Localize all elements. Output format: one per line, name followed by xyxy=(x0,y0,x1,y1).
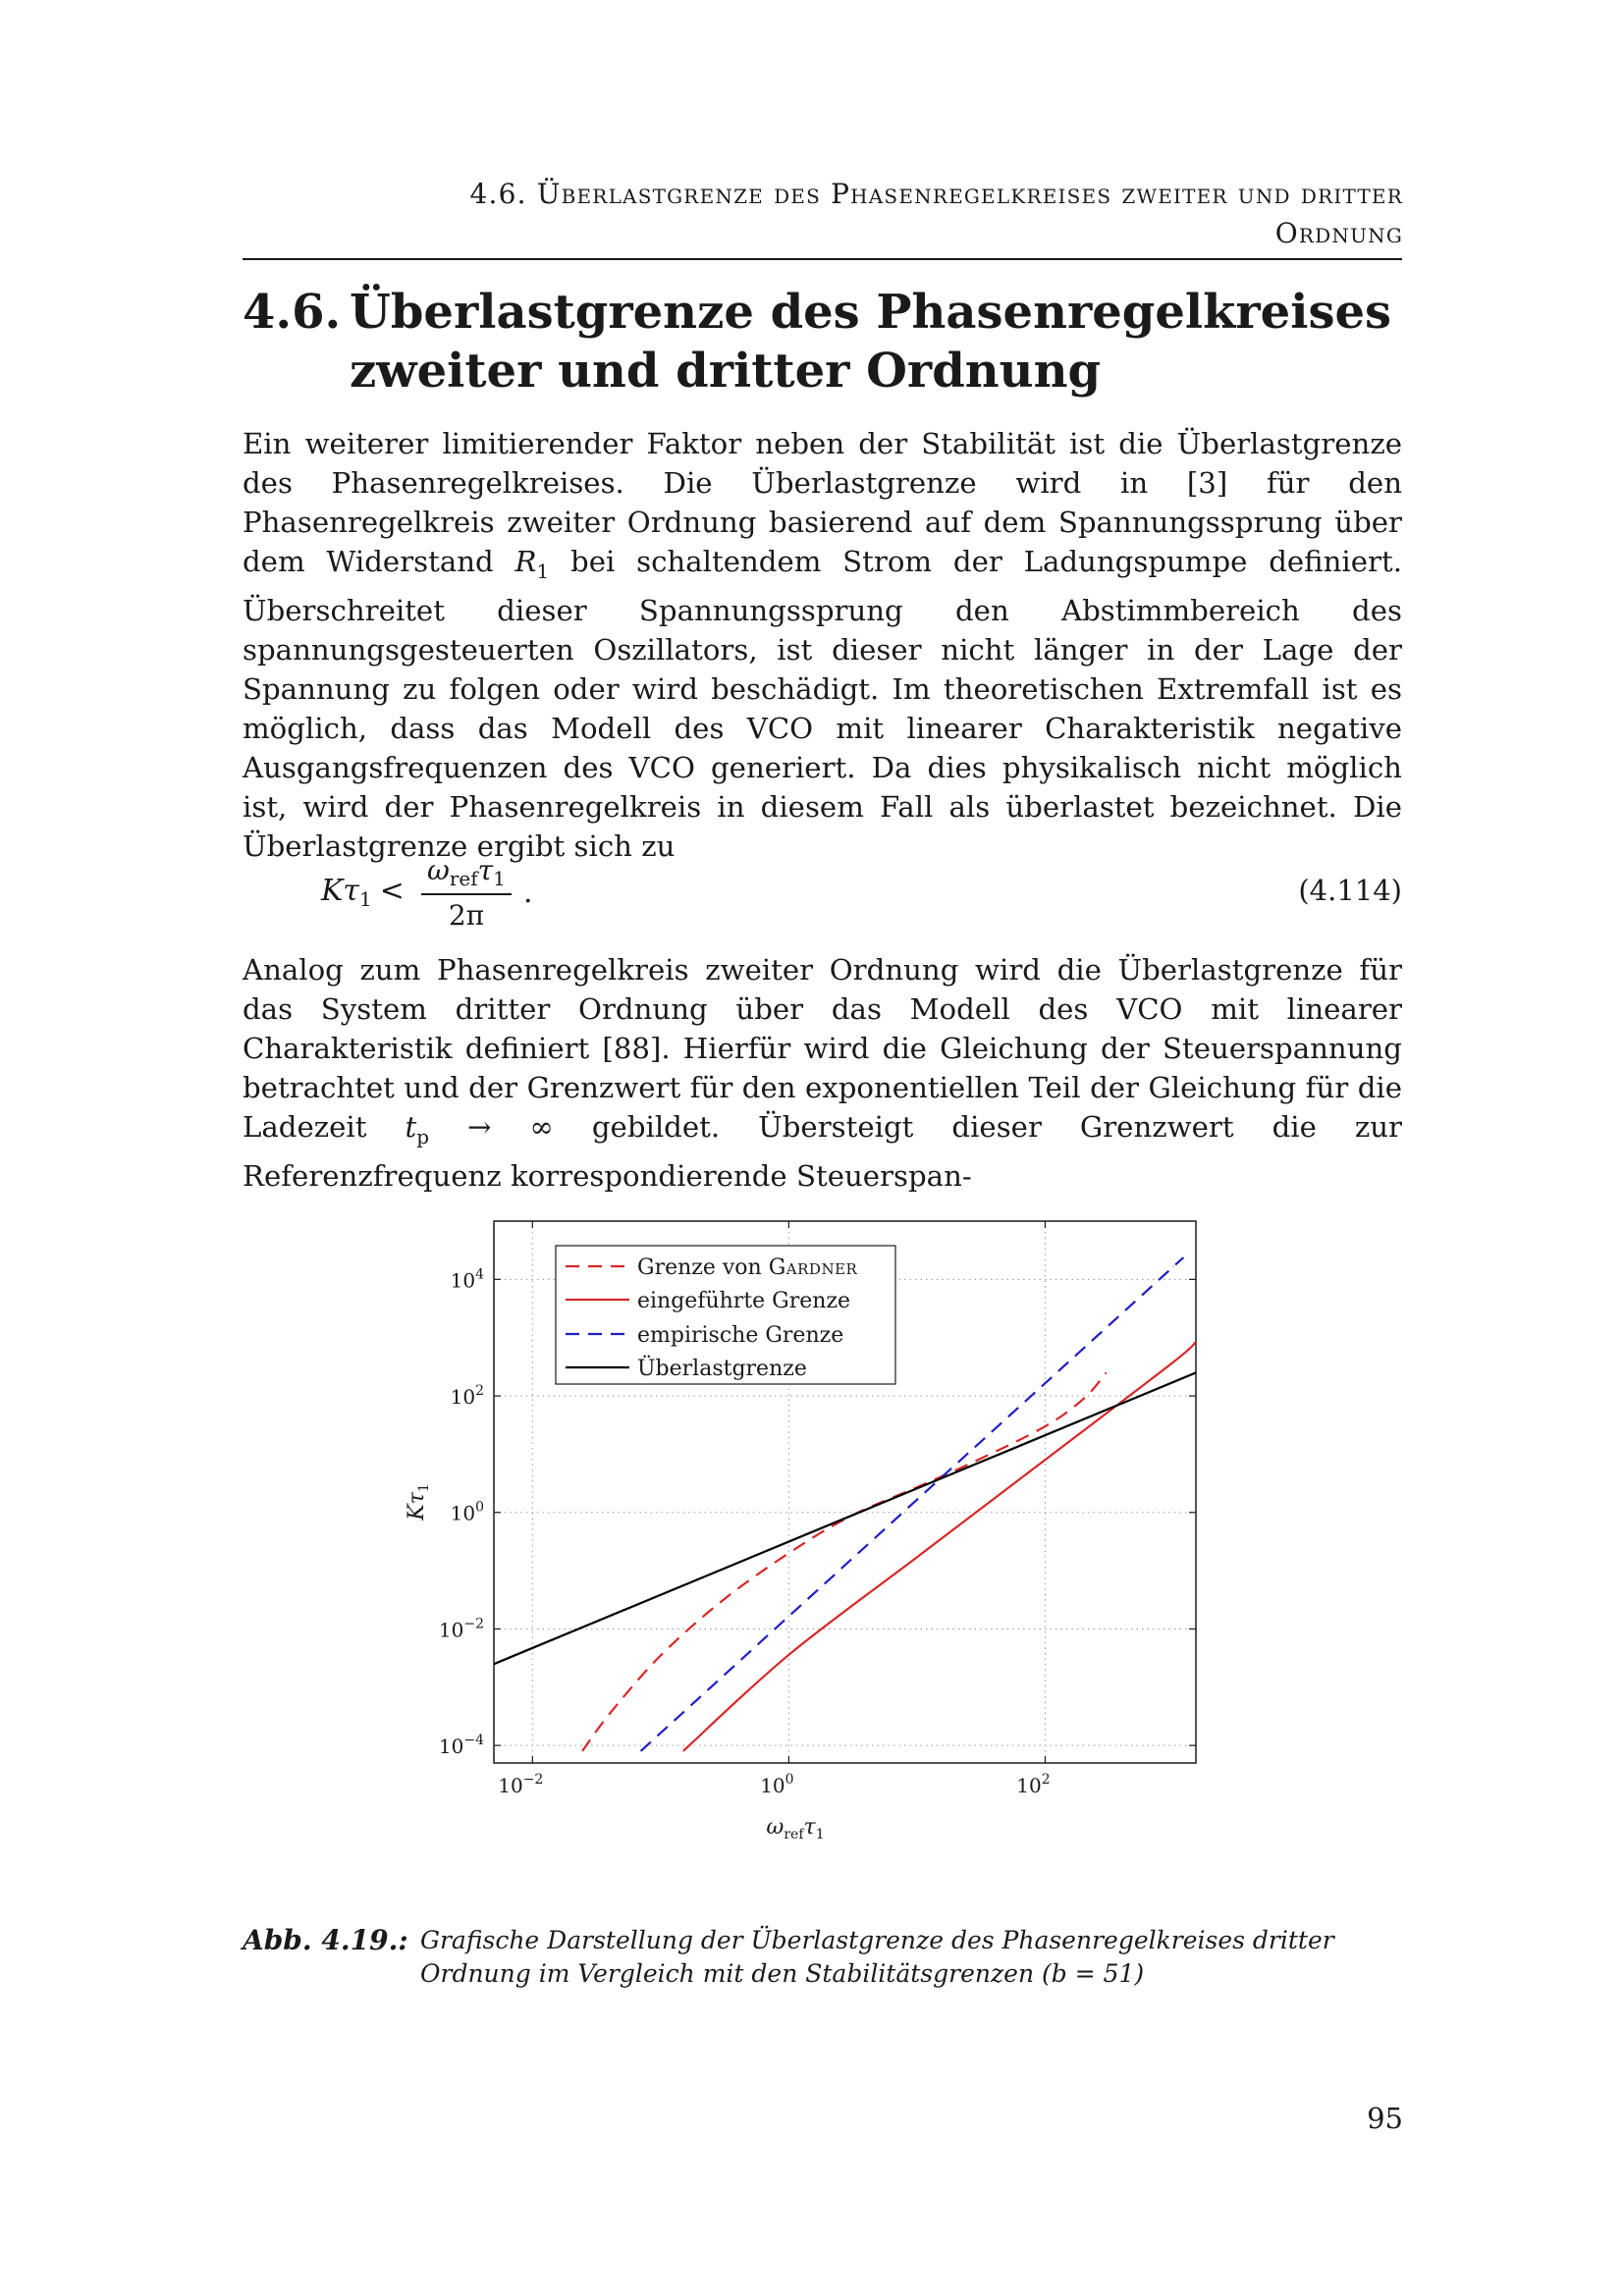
legend-label-empirische: empirische Grenze xyxy=(637,1323,844,1348)
running-head xyxy=(243,175,1403,253)
page-number: 95 xyxy=(1367,2102,1403,2135)
overload-limit-chart xyxy=(388,1205,1222,1873)
y-tick-label: $10^2$ xyxy=(450,1383,484,1410)
y-axis-label: $K\tau_1$ xyxy=(405,1483,432,1521)
legend-label-gardner: Grenze von Gardner xyxy=(637,1255,858,1280)
section-title-line2: zweiter und dritter Ordnung xyxy=(350,344,1102,399)
x-axis-label: $\omega_{ref}\tau_1$ xyxy=(766,1815,825,1842)
paragraph-1: Ein weiterer limitierender Faktor neben der Stabilität ist die Überlastgrenze des Phasenregelkreises. Die Überlastgrenze wird in [3] für den Phasenregelkreis zweiter Ordnung basierend auf dem Spannungssprung über dem Widerstand $R_1$ bei schaltendem Strom der Ladungspumpe definiert. Überschreitet dieser Spannungssprung den Abstimmbereich des spannungsgesteuerten Oszillators, ist dieser nicht länger in der Lage der Spannung zu folgen oder wird beschädigt. Im theoretischen Extremfall ist es möglich, dass das Modell des VCO mit linearer Charakteristik negative Ausgangsfrequenzen des VCO generiert. Da dies physikalisch nicht möglich ist, wird der Phasenregelkreis in diesem Fall als überlastet bezeichnet. Die Überlastgrenze ergibt sich zu xyxy=(243,427,1402,863)
y-tick-label: $10^0$ xyxy=(450,1499,484,1525)
legend-label-eingefuehrte: eingeführte Grenze xyxy=(637,1289,851,1313)
paragraph-2: Analog zum Phasenregelkreis zweiter Ordnung wird die Überlastgrenze für das System dritter Ordnung über das Modell des VCO mit linearer Charakteristik definiert [88]. Hierfür wird die Gleichung der Steuerspannung betrachtet und der Grenzwert für den exponentiellen Teil der Gleichung für die Ladezeit $t_p$ → ∞ gebildet. Übersteigt dieser Grenzwert die zur Referenzfrequenz korrespondierende Steuerspan- xyxy=(243,953,1403,1193)
x-tick-label: $10^2$ xyxy=(1016,1772,1051,1797)
section-number: 4.6. xyxy=(243,285,342,340)
y-tick-label: $10^{-2}$ xyxy=(438,1616,484,1642)
x-tick-label: $10^{-2}$ xyxy=(498,1772,544,1797)
header-rule xyxy=(243,258,1402,260)
equation-lhs: $K\tau_1$ < xyxy=(321,874,405,911)
equation-number: (4.114) xyxy=(1298,874,1402,907)
x-tick-label: $10^0$ xyxy=(760,1772,794,1797)
legend-label-ueberlast: Überlastgrenze xyxy=(637,1357,807,1381)
y-tick-label: $10^4$ xyxy=(450,1266,484,1293)
equation-fraction: $\omega_{ref}\tau_1$ 2π xyxy=(421,854,512,932)
equation-4-114: $K\tau_1$ < $\omega_{ref}\tau_1$ 2π . (4.114) xyxy=(321,854,1402,932)
legend xyxy=(556,1246,895,1384)
caption-text: Grafische Darstellung der Überlastgrenze des Phasenregelkreises dritter Ordnung im Vergleich mit den Stabilitätsgrenzen (b = 51) xyxy=(420,1926,1334,1988)
caption-label: Abb. 4.19.: xyxy=(243,1924,408,1956)
section-title-line1: Überlastgrenze des Phasenregelkreises xyxy=(350,285,1392,340)
running-head-line2: Ordnung xyxy=(1274,217,1403,249)
y-tick-label: $10^{-4}$ xyxy=(438,1733,484,1759)
section-title xyxy=(243,283,1402,400)
running-head-line1: 4.6. Überlastgrenze des Phasenregelkreises zweiter und dritter xyxy=(469,178,1403,210)
